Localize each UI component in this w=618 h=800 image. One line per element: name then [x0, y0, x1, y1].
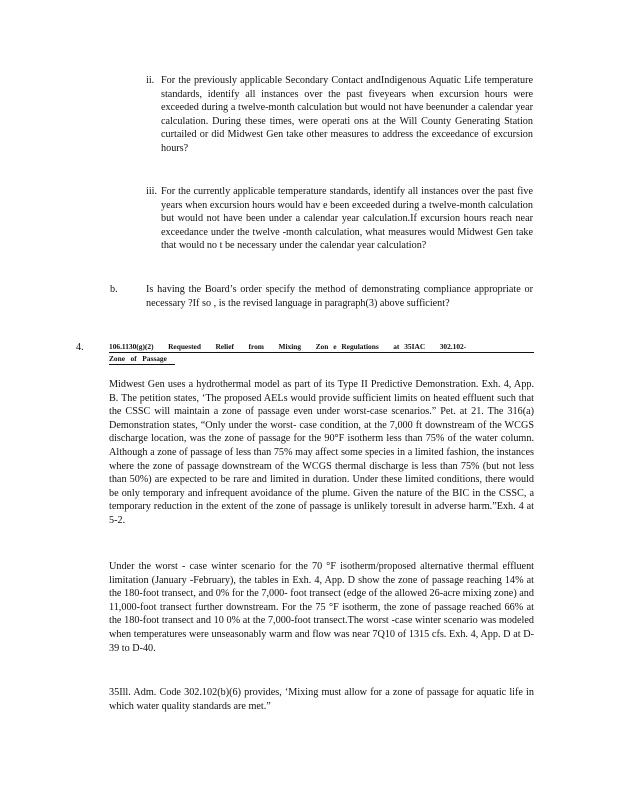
section-4-heading-rule — [109, 352, 534, 353]
item-ii-body: For the previously applicable Secondary Contact andIndigenous Aquatic Life temperature standards, identify all instances over the past fiveyears when excursion hours were exceeded during a twelve-month calculation but would not have beenunder a calendar year calculation. During these times, were operati ons at the Will County Generating Station curtailed or did Midwest Gen take other measures to address the exceedance of excursion hours? — [161, 75, 533, 154]
section-4-heading-line1: 106.1130(g)(2) Requested Relief from Mixing Zon e Regulations at 35IAC 302.102- — [109, 342, 467, 351]
section-4-paragraph-3: 35Ill. Adm. Code 302.102(b)(6) provides, ‘Mixing must allow for a zone of passage for aquatic life in which water quality standards are met.” — [109, 687, 534, 712]
section-4-heading-rule-2 — [109, 364, 175, 365]
item-iii-marker: iii. — [146, 186, 158, 197]
section-4-number: 4. — [76, 342, 84, 353]
item-b-text: Is having the Board’s order specify the method of demonstrating compliance appropriate or necessary ?If so , is the revised language in paragraph(3) above sufficient? — [146, 284, 533, 309]
section-4-paragraph-2: Under the worst - case winter scenario for the 70 °F isotherm/proposed alternative thermal effluent limitation (January -February), the tables in Exh. 4, App. D show the zone of passage reaching 14% at the 180-foot transect, and 0% for the 7,000- foot transect (edge of the allowed 26-acre mixing zone) and 11,000-foot transect further downstream. For the 75 °F isotherm, the zone of passage reached 66% at the 180-foot transect and 10 0% at the 7,000-foot transect.The worst -case winter scenario was modeled when temperatures were unseasonably warm and flow was near 7Q10 of 1315 cfs. Exh. 4, App. D at D-39 to D-40. — [109, 561, 534, 654]
item-ii-text — [161, 74, 533, 156]
item-iii-text: For the currently applicable temperature standards, identify all instances over the past five years when excursion hours would hav e been exceeded during a twelve-month calculation but would not have been under a calendar year calculation.If excursion hours reach near exceedance under the twelve -month calculation, what measures would Midwest Gen take that would no t be necessary under the calendar year calculation? — [161, 186, 533, 252]
item-b-marker: b. — [110, 284, 118, 295]
section-4-heading — [109, 341, 534, 365]
section-4-heading-line2: Zone of Passage — [109, 354, 167, 363]
section-4-paragraph-1: Midwest Gen uses a hydrothermal model as part of its Type II Predictive Demonstration. Exh. 4, App. B. The petition states, ‘The proposed AELs would provide sufficient limits on heated effluent such that the CSSC will maintain a zone of passage even under worst-case scenarios.” Pet. at 21. The 316(a) Demonstration states, “Only under the worst- case condition, at the 7,000 ft downstream of the WCGS discharge location, was the zone of passage for the 90°F isotherm less than 75% of the water column. Although a zone of passage of less than 75% may affect some species in a limited fashion, the instances where the zone of passage downstream of the WCGS thermal discharge is less than 75% (but not less than 50%) are expected to be rare and limited in duration. Under these limited conditions, there would be only temporary and infrequent avoidance of the plume. Given the nature of the BIC in the CSSC, a temporary reduction in the extent of the zone of passage is unlikely toresult in adverse harm.”Exh. 4 at 5-2. — [109, 379, 534, 526]
item-ii-marker: ii. — [146, 75, 155, 86]
